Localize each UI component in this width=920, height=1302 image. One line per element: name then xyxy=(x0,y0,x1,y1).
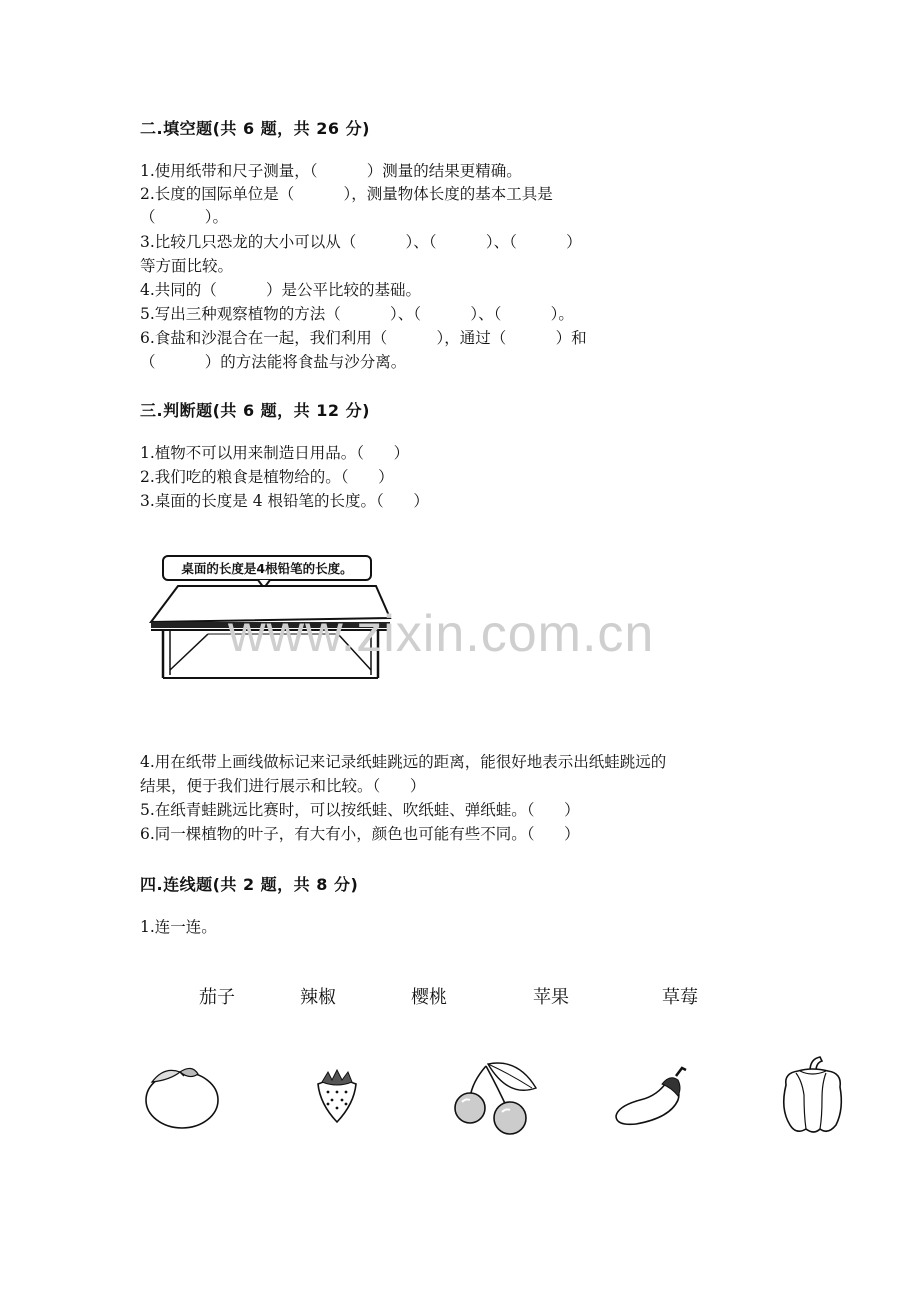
fill-line-5: 5.写出三种观察植物的方法（ ）、（ ）、（ ）。 xyxy=(140,305,574,323)
label-eggplant: 茄子 xyxy=(199,987,235,1008)
label-pepper: 辣椒 xyxy=(300,987,336,1008)
eggplant-picture xyxy=(612,1066,692,1128)
label-cherry: 樱桃 xyxy=(411,987,447,1008)
fill-line-2: 2.长度的国际单位是（ ），测量物体长度的基本工具是 xyxy=(140,185,553,203)
judge-line-6: 6.同一棵植物的叶子，有大有小，颜色也可能有些不同。（ ） xyxy=(140,825,580,843)
section-fill-title: 二.填空题(共 6 题，共 26 分) xyxy=(140,119,370,138)
fill-line-2b: （ ）。 xyxy=(140,208,229,226)
section-judge-title: 三.判断题(共 6 题，共 12 分) xyxy=(140,401,370,420)
judge-line-4b: 结果，便于我们进行展示和比较。（ ） xyxy=(140,777,426,795)
judge-line-5: 5.在纸青蛙跳远比赛时，可以按纸蛙、吹纸蛙、弹纸蛙。（ ） xyxy=(140,801,580,819)
strawberry-picture xyxy=(308,1068,366,1126)
fill-line-3: 3.比较几只恐龙的大小可以从（ ）、（ ）、（ ） xyxy=(140,233,582,251)
judge-line-2: 2.我们吃的粮食是植物给的。（ ） xyxy=(140,468,394,486)
fill-line-6b: （ ）的方法能将食盐与沙分离。 xyxy=(140,353,407,371)
connect-q1: 1.连一连。 xyxy=(140,918,217,936)
table-caption: 桌面的长度是4根铅笔的长度。 xyxy=(181,561,353,576)
judge-line-4: 4.用在纸带上画线做标记来记录纸蛙跳远的距离，能很好地表示出纸蛙跳远的 xyxy=(140,753,667,771)
cherry-picture xyxy=(448,1058,540,1138)
judge-line-3: 3.桌面的长度是 4 根铅笔的长度。（ ） xyxy=(140,492,429,510)
fill-line-3b: 等方面比较。 xyxy=(140,257,234,275)
fill-line-6: 6.食盐和沙混合在一起，我们利用（ ），通过（ ）和 xyxy=(140,329,587,347)
judge-line-1: 1.植物不可以用来制造日用品。（ ） xyxy=(140,444,410,462)
label-apple: 苹果 xyxy=(533,987,569,1008)
pepper-picture xyxy=(774,1055,852,1137)
fill-line-1: 1.使用纸带和尺子测量，（ ）测量的结果更精确。 xyxy=(140,162,522,180)
apple-picture xyxy=(140,1060,225,1132)
section-connect-title: 四.连线题(共 2 题，共 8 分) xyxy=(140,875,359,894)
watermark: www.zixin.com.cn xyxy=(228,605,655,663)
label-strawberry: 草莓 xyxy=(662,987,698,1008)
fill-line-4: 4.共同的（ ）是公平比较的基础。 xyxy=(140,281,422,299)
